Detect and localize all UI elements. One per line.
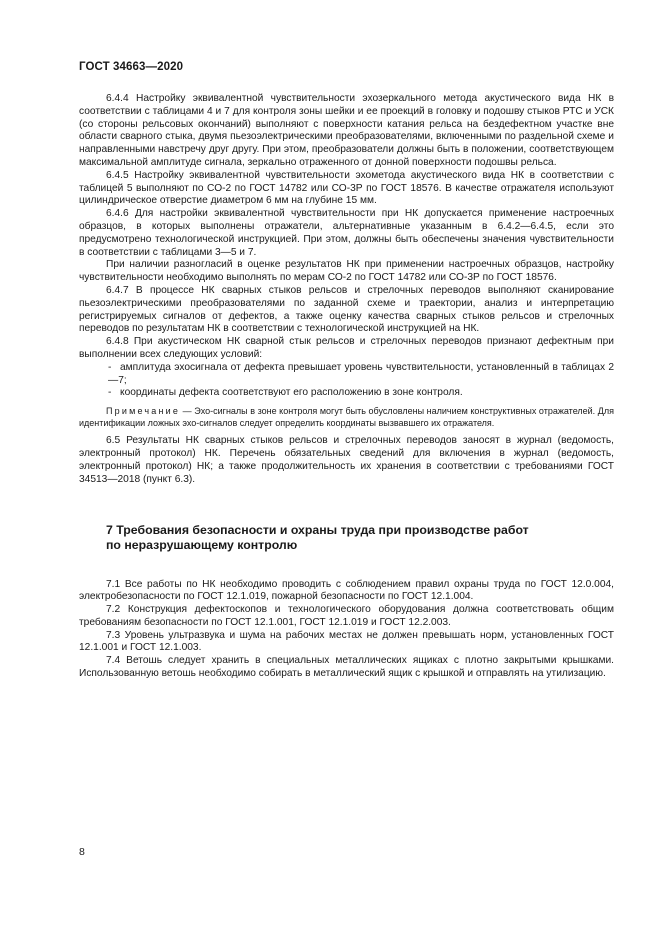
paragraph-7-1: 7.1 Все работы по НК необходимо проводить с соблюдением правил охраны труда по ГОСТ 12.0.004, электробезопасности по ГОСТ 12.1.019, пожарной безопасности по ГОСТ 12.1.004. [79, 578, 614, 603]
section-title-line-2: по неразрушающему контролю [106, 537, 298, 552]
note [79, 406, 614, 429]
document-body [79, 93, 614, 681]
bullet-text: амплитуда эхосигнала от дефекта превышает уровень чувствительности, установленный в таблицах 2—7; [108, 361, 614, 386]
section-title-line-1: 7 Требования безопасности и охраны труда при производстве работ [106, 522, 529, 537]
paragraph-6-4-5: 6.4.5 Настройку эквивалентной чувствительности эхометода акустического вида НК в соответствии с таблицей 5 выполняют по СО-2 по ГОСТ 14782 или СО-3Р по ГОСТ 18576. В качестве отражателя используют цилиндрическое отверстие диаметром 6 мм на глубине 15 мм. [79, 169, 614, 207]
paragraph-6-4-8: 6.4.8 При акустическом НК сварной стык рельсов и стрелочных переводов признают дефектным при выполнении всех следующих условий: [79, 336, 614, 360]
note-text: — Эхо-сигналы в зоне контроля могут быть обусловлены наличием конструктивных отражателей. Для идентификации ложных эхо-сигналов следует определить координаты вызвавшего их отражателя. [79, 406, 614, 428]
bullet-text: координаты дефекта соответствуют его расположению в зоне контроля. [120, 387, 463, 399]
paragraph-6-5: 6.5 Результаты НК сварных стыков рельсов и стрелочных переводов заносят в журнал (ведомость, электронный протокол) НК. Перечень обязательных сведений для включения в журнал (ведомость, электронный протокол) НК; а также продолжительность их хранения в соответствии с требованиями ГОСТ 34513—2018 (пункт 6.3). [79, 435, 614, 485]
document-header: ГОСТ 34663—2020 [79, 61, 184, 73]
list-item: - координаты дефекта соответствуют его расположению в зоне контроля. [108, 387, 463, 399]
section-7-title [79, 523, 614, 553]
note-label: Примечание [106, 406, 181, 417]
page-number: 8 [79, 846, 85, 858]
paragraph-disagreement: При наличии разногласий в оценке результатов НК при применении настроечных образцов, настройку чувствительности необходимо выполнять по мерам СО-2 по ГОСТ 14782 или СО-3Р по ГОСТ 18576. [79, 259, 614, 284]
paragraph-7-2: 7.2 Конструкция дефектоскопов и технологического оборудования должна соответствовать общим требованиям безопасности по ГОСТ 12.1.001, ГОСТ 12.1.019 и ГОСТ 12.2.003. [79, 604, 614, 628]
paragraph-6-4-4: 6.4.4 Настройку эквивалентной чувствительности эхозеркального метода акустического вида НК в соответствии с таблицами 4 и 7 для контроля зоны шейки и ее проекций в головку и подошву стыков РТС и УСК (со стороны рельсовых окончаний) выполняют с поверхности катания рельса на бездефектном участке вне области сварного стыка, двумя пьезоэлектрическими преобразователями, включенными по раздельной схеме и направленными навстречу друг другу. При этом, преобразователи должны быть в положении, соответствующем максимальной амплитуде сигнала, зеркально отраженного от донной поверхности подошвы рельса. [79, 93, 614, 168]
paragraph-7-3: 7.3 Уровень ультразвука и шума на рабочих местах не должен превышать норм, установленных ГОСТ 12.1.001 и ГОСТ 12.1.003. [79, 629, 614, 654]
paragraph-6-4-7: 6.4.7 В процессе НК сварных стыков рельсов и стрелочных переводов выполняют сканирование пьезоэлектрическими преобразователями по заданной схеме и траектории, анализ и интерпретацию регистрируемых сигналов от дефектов, а также оценку качества сварных стыков рельсов и стрелочных переводов по результатам НК в соответствии с технологической инструкцией на НК. [79, 284, 614, 335]
list-item: - амплитуда эхосигнала от дефекта превышает уровень чувствительности, установленный в таблицах 2—7; [108, 361, 614, 386]
paragraph-7-4: 7.4 Ветошь следует хранить в специальных металлических ящиках с плотно закрытыми крышками. Использованную ветошь необходимо собирать в металлический ящик с крышкой и отправлять на утилизацию. [79, 655, 614, 680]
paragraph-6-4-6: 6.4.6 Для настройки эквивалентной чувствительности при НК допускается применение настроечных образцов, в которых выполнены отражатели, альтернативные указанным в 6.4.2—6.4.5, если это предусмотрено технологической инструкцией. При этом, должны быть обеспечены значения чувствительности в соответствии с таблицами 3—5 и 7. [79, 208, 614, 258]
